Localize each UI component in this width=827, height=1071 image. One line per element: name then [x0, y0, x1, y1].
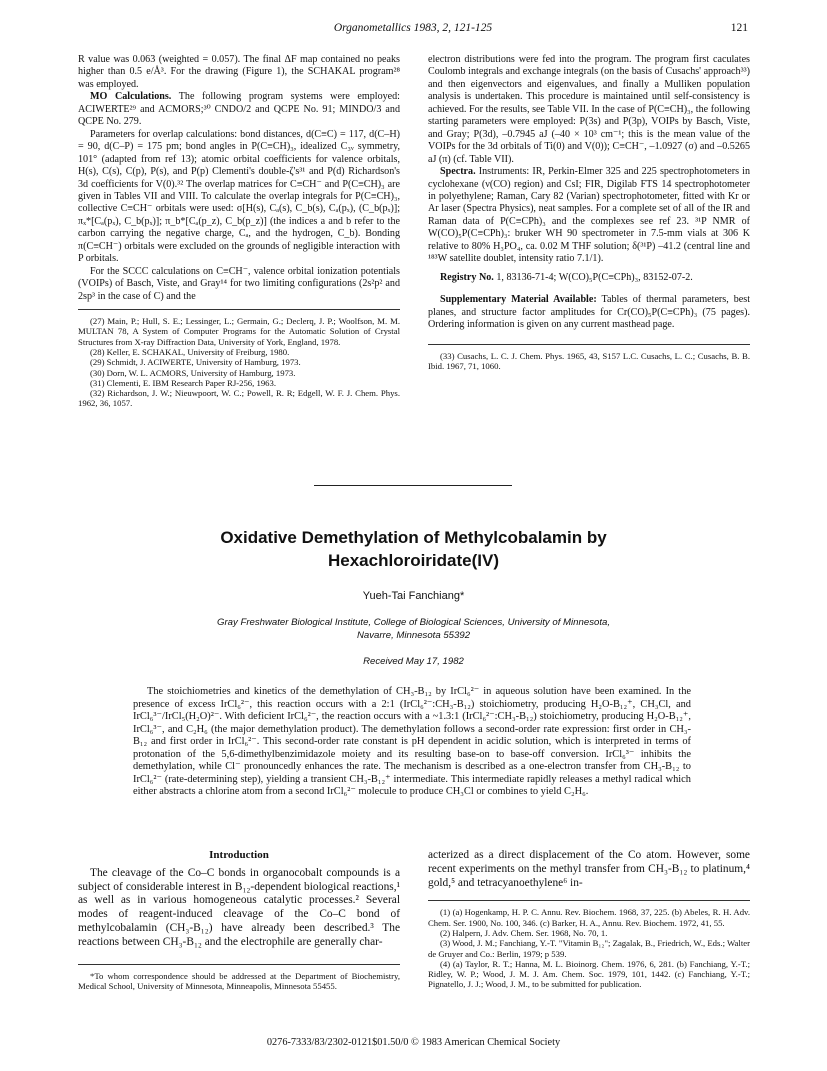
- paragraph: electron distributions were fed into the program. The program first caculates Coulomb integrals and exchange integrals (on the basis of Cusachs' approach³³) and then eigenvectors and eigenvalues, and finally a Mulliken population analysis is undertaken. This procedure is maintained until self-consistency is achieved. For the results, see Table VII. In the case of P(C≡CH)₃, the following starting parameters were employed: P(3s) and P(3p), VOIPs by Basch, Viste, and Gray; P(3d), –0.7945 aJ (–40 × 10³ cm⁻¹; this is the mean value of the VOIPs for the 3d orbitals of Ti(0) and V(0)); C≡CH⁻, –1.0927 (σ) and –0.5265 aJ (π) (cf. Table VII).: [428, 54, 750, 165]
- footnote-divider: [428, 900, 750, 901]
- title-line: Oxidative Demethylation of Methylcobalamin by: [220, 528, 607, 547]
- copyright-footer: 0276-7333/83/2302-0121$01.50/0 © 1983 American Chemical Society: [266, 1037, 561, 1048]
- intro-right-column: [428, 849, 750, 990]
- footnotes: [428, 351, 750, 372]
- author: Yueh-Tai Fanchiang*: [362, 590, 465, 602]
- footnote: (31) Clementi, E. IBM Research Paper RJ-256, 1963.: [90, 377, 277, 388]
- paragraph-text: Tables of thermal parameters, best planes, and structure factor amplitudes for Cr(CO)₅P(C≡CPh)₃ (75 pages). Ordering information is given on any current masthead page.: [428, 294, 751, 331]
- journal-citation: Organometallics 1983, 2, 121-125: [333, 22, 493, 34]
- footnote: (3) Wood, J. M.; Fanchiang, Y.-T. "Vitamin B₁₂"; Zagalak, B., Friedrich, W., Eds.; Walter de Gruyer and Co.: Berlin, 1979; p 539.: [428, 938, 750, 959]
- supplementary-material: [428, 294, 750, 331]
- run-in-heading: Spectra.: [440, 166, 476, 178]
- paragraph: The cleavage of the Co–C bonds in organocobalt compounds is a subject of considerable interest in B₁₂-dependent biological reactions,¹ as well as in various homogeneous catalytic processes.² Several modes of reagent-induced cleavage of the Co–C bond of methylcobalamin (CH₃-B₁₂) have already been described.³ The reactions between CH₃-B₁₂ and the electrophile are generally char-: [78, 866, 400, 948]
- affiliation: [140, 616, 687, 642]
- left-column-top: [78, 54, 400, 409]
- affiliation-line: Navarre, Minnesota 55392: [356, 630, 471, 641]
- right-column-top: [428, 54, 750, 371]
- page-number: 121: [730, 22, 748, 34]
- run-in-heading: Registry No.: [440, 271, 494, 283]
- footnote-divider: [78, 309, 400, 310]
- affiliation-line: Gray Freshwater Biological Institute, College of Biological Sciences, University of Minnesota,: [217, 617, 610, 628]
- paragraph: [78, 91, 400, 128]
- section-heading: Introduction: [209, 849, 269, 861]
- abstract: The stoichiometries and kinetics of the demethylation of CH₃-B₁₂ by IrCl₆²⁻ in aqueous solution have been examined. In the presence of excess IrCl₆²⁻, this reaction occurs with a 2:1 (IrCl₆²⁻:CH₃-B₁₂) stoichiometry, producing H₂O-B₁₂⁺, CH₃Cl, and IrCl₆³⁻/IrCl₅(H₂O)²⁻. With deficient IrCl₆²⁻, the reaction occurs with a ~1.3:1 (IrCl₆²⁻:CH₃-B₁₂) stoichiometry, producing H₂O-B₁₂⁺, IrCl₆³⁻, and C₂H₆ (the major demethylation product). The demethylation follows a second-order rate expression: first order in CH₃-B₁₂ and first order in IrCl₆²⁻. This second-order rate constant is pH dependent in acidic solution, which is interpreted in terms of protonation of the 5,6-dimethylbenzimidazole moiety and its resulting base-on to base-off conversion. IrCl₆³⁻ inhibits the demethylation, while Cl⁻ pronouncedly enhances the rate. The mechanism is described as a one-electron transfer from CH₃-B₁₂ to IrCl₆²⁻ (rate-determining step), yielding a transient CH₃-B₁₂⁺ intermediate. This intermediate rapidly releases a methyl radical which either abstracts a chlorine atom from a second IrCl₆²⁻ molecule to produce CH₃Cl or combines to yield C₂H₆.: [133, 686, 691, 797]
- run-in-heading: Supplementary Material Available:: [440, 294, 597, 306]
- paragraph: For the SCCC calculations on C≡CH⁻, valence orbital ionization potentials (VOIPs) of Basch, Viste, and Gray¹⁴ for two limiting configurations (2s²p² and 2sp³ in the case of C) and the: [78, 265, 400, 302]
- paragraph-text: Instruments: IR, Perkin-Elmer 325 and 225 spectrophotometers in cyclohexane (ν(CO) region) and CsI; FIR, Digilab FTS 14 spectrophotometer in polyethylene; Raman, Cary 82 (Varian) spectrophotometer, fitted with Kr or Ar laser (Spectra Physics), neat samples. For a complete set of all of the IR and Raman data of P(C≡CPh)₃ and the complexes see ref 23. ³¹P NMR of W(CO)₅P(C≡CPh)₃: bruker WH 90 spectrometer in 7.5-mm vials at 306 K relative to 80% H₃PO₄, ca. 0.02 M THF solution; δ(³¹P) –41.2 (central line and ¹⁸³W satellite doublet, intensity ratio 7.1/1).: [428, 166, 751, 265]
- footnote: (27) Main, P.; Hull, S. E.; Lessinger, L.; Germain, G.; Declerq, J. P.; Woolfson, M. M. MULTAN 78, A System of Computer Programs for the Automatic Solution of Crystal Structures from X-ray Diffraction Data, University of York, England, 1978.: [78, 316, 400, 347]
- footnotes: [428, 907, 750, 989]
- paragraph: R value was 0.063 (weighted = 0.057). The final ΔF map contained no peaks higher than 0.5 e/Å³. For the drawing (Figure 1), the SCHAKAL program²⁸ was employed.: [78, 54, 400, 90]
- footnote: (1) (a) Hogenkamp, H. P. C. Annu. Rev. Biochem. 1968, 37, 225. (b) Abeles, R. H. Adv. Chem. Ser. 1900, No. 100, 346. (c) Barker, H. A., Annu. Rev. Biochem. 1972, 41, 55.: [428, 907, 750, 928]
- footnote: (2) Halpern, J. Adv. Chem. Ser. 1968, No. 70, 1.: [440, 927, 608, 938]
- paragraph: acterized as a direct displacement of the Co atom. However, some recent experiments on the methyl transfer from CH₃-B₁₂ to platinum,⁴ gold,⁵ and tetracyanoethylene⁶ in-: [428, 849, 750, 889]
- footnote: (29) Schmidt, J. ACIWERTE, University of Hamburg, 1973.: [90, 357, 301, 368]
- paragraph: Parameters for overlap calculations: bond distances, d(C≡C) = 117, d(C–H) = 90, d(C–P) = 175 pm; bond angles in P(C≡CH)₃, idealized C₃ᵥ symmetry, 101° (adapted from ref 13); atomic orbital coefficients for valence orbitals, H(s), C(s), C(p), P(s), and P(p) Clementi's double-ζ's³¹ and P(d) Richardson's 3d coefficients for V(0).³² The overlap matrices for C≡CH⁻ and P(C≡CH)₃ are given in Tables VII and VIII. To calculate the overlap integrals for P(C≡CH)₃, collective C≡CH⁻ orbitals were used: σ[H(s), Cₐ(s), C_b(s), Cₐ(pₓ), (C_b(pₓ)]; πₓ*[Cₐ(pₓ), C_b(pₓ)]; π_b*[Cₐ(p_z), C_b(p_z)] (the indices a and b refer to the carbon carrying the negative charge, Cₐ, and the hydrogen, C_b). Bonding π(C≡CH⁻) orbitals were excluded on the grounds of negligible interaction with P orbitals.: [78, 128, 400, 265]
- footnote: (4) (a) Taylor, R. T.; Hanna, M. L. Bioinorg. Chem. 1976, 6, 281. (b) Fanchiang, Y.-T.; Ridley, W. P.; Wood, J. M. J. Am. Chem. Soc. 1979, 101, 1442. (c) Fanchiang, Y.-T.; Pignatello, J. J.; Wood, J. M., to be submitted for publication.: [428, 958, 750, 990]
- article-separator: [314, 485, 512, 486]
- registry-numbers: [428, 272, 750, 284]
- article-title: [120, 526, 707, 572]
- footnote-divider: [78, 964, 400, 965]
- title-line: Hexachloroiridate(IV): [328, 551, 499, 570]
- paragraph-text: The following program systems were employed: ACIWERTE²⁹ and ACMORS;³⁰ CNDO/2 and QCPE No. 91; MINDO/3 and QCPE No. 279.: [78, 91, 400, 128]
- intro-left-column: [78, 849, 400, 991]
- correspondence-note: *To whom correspondence should be addressed at the Department of Biochemistry, Medical School, University of Minnesota, Minneapolis, Minnesota 55455.: [78, 970, 400, 991]
- paragraph-text: 1, 83136-71-4; W(CO)₅P(C≡CPh)₃, 83152-07-2.: [496, 271, 693, 283]
- footnotes: [78, 316, 400, 409]
- footnote: (33) Cusachs, L. C. J. Chem. Phys. 1965, 43, S157 L.C. Cusachs, L. C.; Cusachs, B. B. Ibid. 1967, 71, 1060.: [428, 350, 750, 371]
- footnote: (30) Dorn, W. L. ACMORS, University of Hamburg, 1973.: [90, 367, 296, 378]
- footnote: (28) Keller, E. SCHAKAL, University of Freiburg, 1980.: [90, 346, 290, 357]
- received-date: Received May 17, 1982: [363, 656, 464, 667]
- paragraph: [428, 166, 750, 266]
- footnote-divider: [428, 344, 750, 345]
- footnote: (32) Richardson, J. W.; Nieuwpoort, W. C.; Powell, R. R; Edgell, W. F. J. Chem. Phys. 1962, 36, 1057.: [78, 388, 400, 409]
- run-in-heading: MO Calculations.: [90, 91, 172, 103]
